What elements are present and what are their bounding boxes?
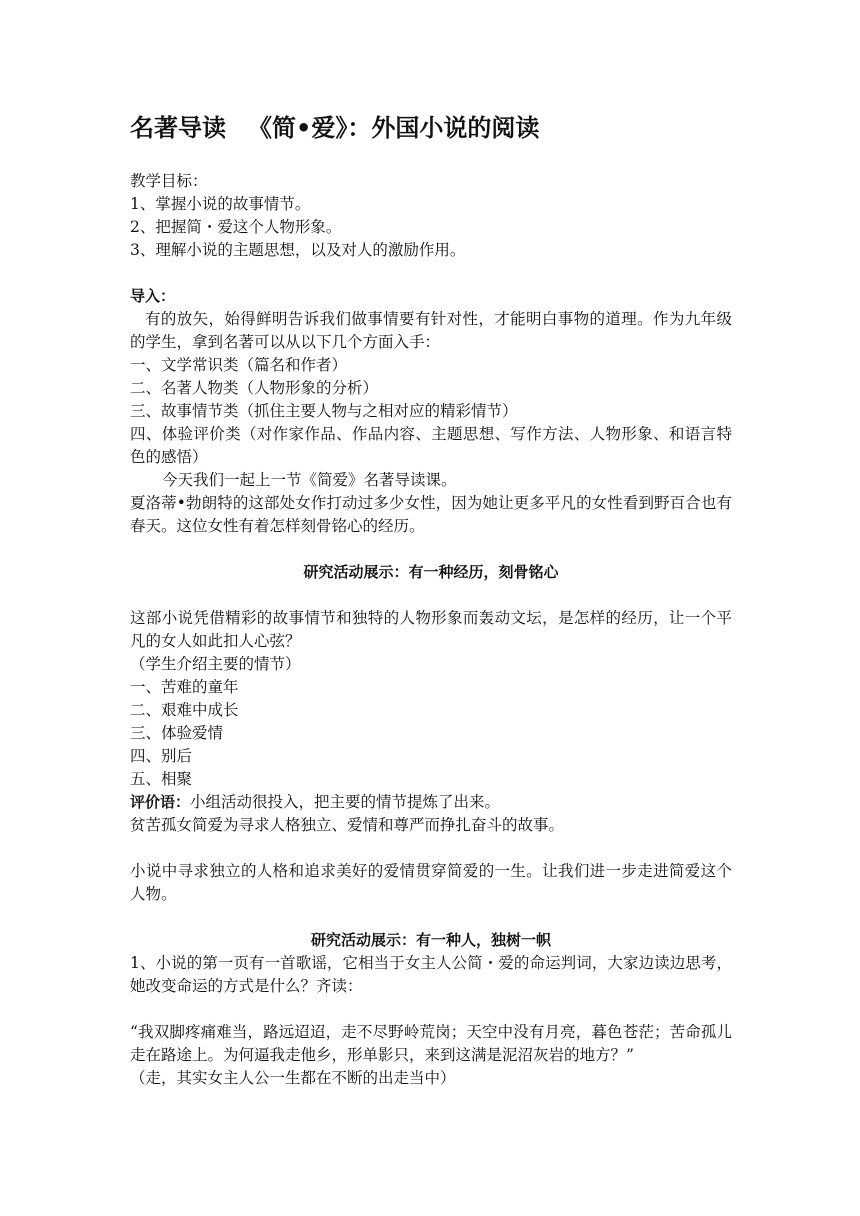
section-heading-person: 研究活动展示：有一种人，独树一帜: [310, 931, 551, 949]
plot-item: 五、相聚: [130, 770, 193, 788]
plot-item: 一、苦难的童年: [130, 678, 239, 696]
title-part-2: 《简•爱》：外国小说的阅读: [248, 114, 540, 142]
section2-answer: （走，其实女主人公一生都在不断的出走当中）: [130, 1069, 456, 1087]
objective-item: 3、理解小说的主题思想，以及对人的激励作用。: [130, 241, 466, 259]
page-title: [130, 108, 770, 148]
plot-item: 三、体验爱情: [130, 724, 224, 742]
section1-question: 这部小说凭借精彩的故事情节和独特的人物形象而轰动文坛，是怎样的经历，让一个平凡的女人如此扣人心弦？: [130, 609, 732, 650]
section2-item-1: 1、小说的第一页有一首歌谣，它相当于女主人公简・爱的命运判词，大家边读边思考，她改变命运的方式是什么？齐读：: [130, 954, 732, 995]
intro-paragraph: 有的放矢，始得鲜明告诉我们做事情要有针对性，才能明白事物的道理。作为九年级的学生，拿到名著可以从以下几个方面入手：: [130, 310, 732, 351]
comment-text: 小组活动很投入，把主要的情节提炼了出来。: [190, 793, 501, 811]
comment-label: 评价语：: [130, 793, 191, 811]
aspect-item: 二、名著人物类（人物形象的分析）: [130, 379, 379, 397]
aspect-item: 三、故事情节类（抓住主要人物与之相对应的精彩情节）: [130, 402, 518, 420]
objectives-label: 教学目标：: [130, 172, 208, 190]
aspect-item: 四、体验评价类（对作家作品、作品内容、主题思想、写作方法、人物形象、和语言特色的感悟）: [130, 425, 732, 466]
intro-today: 今天我们一起上一节《简爱》名著导读课。: [162, 471, 457, 489]
title-part-1: 名著导读: [130, 114, 226, 142]
intro-paragraph-2: 夏洛蒂•勃朗特的这部处女作打动过多少女性，因为她让更多平凡的女性看到野百合也有春天。这位女性有着怎样刻骨铭心的经历。: [130, 494, 732, 535]
plot-item: 四、别后: [130, 747, 193, 765]
section-heading-experience: 研究活动展示：有一种经历，刻骨铭心: [303, 563, 559, 581]
intro-label: 导入：: [130, 287, 176, 305]
document-body: [130, 170, 732, 1090]
objective-item: 2、把握简・爱这个人物形象。: [130, 218, 342, 236]
ballad-quote: “我双脚疼痛难当，路远迢迢，走不尽野岭荒岗；天空中没有月亮，暮色苍茫；苦命孤儿走在路途上。为何逼我走他乡，形单影只，来到这满是泥沼灰岩的地方？”: [130, 1023, 732, 1064]
section1-transition: 小说中寻求独立的人格和追求美好的爱情贯穿简爱的一生。让我们进一步走进简爱这个人物。: [130, 862, 732, 903]
section1-summary: 贫苦孤女简爱为寻求人格独立、爱情和尊严而挣扎奋斗的故事。: [130, 816, 565, 834]
plot-item: 二、艰难中成长: [130, 701, 239, 719]
comment: [130, 791, 732, 814]
objective-item: 1、掌握小说的故事情节。: [130, 195, 311, 213]
aspect-item: 一、文学常识类（篇名和作者）: [130, 356, 348, 374]
section1-note: （学生介绍主要的情节）: [130, 655, 301, 673]
